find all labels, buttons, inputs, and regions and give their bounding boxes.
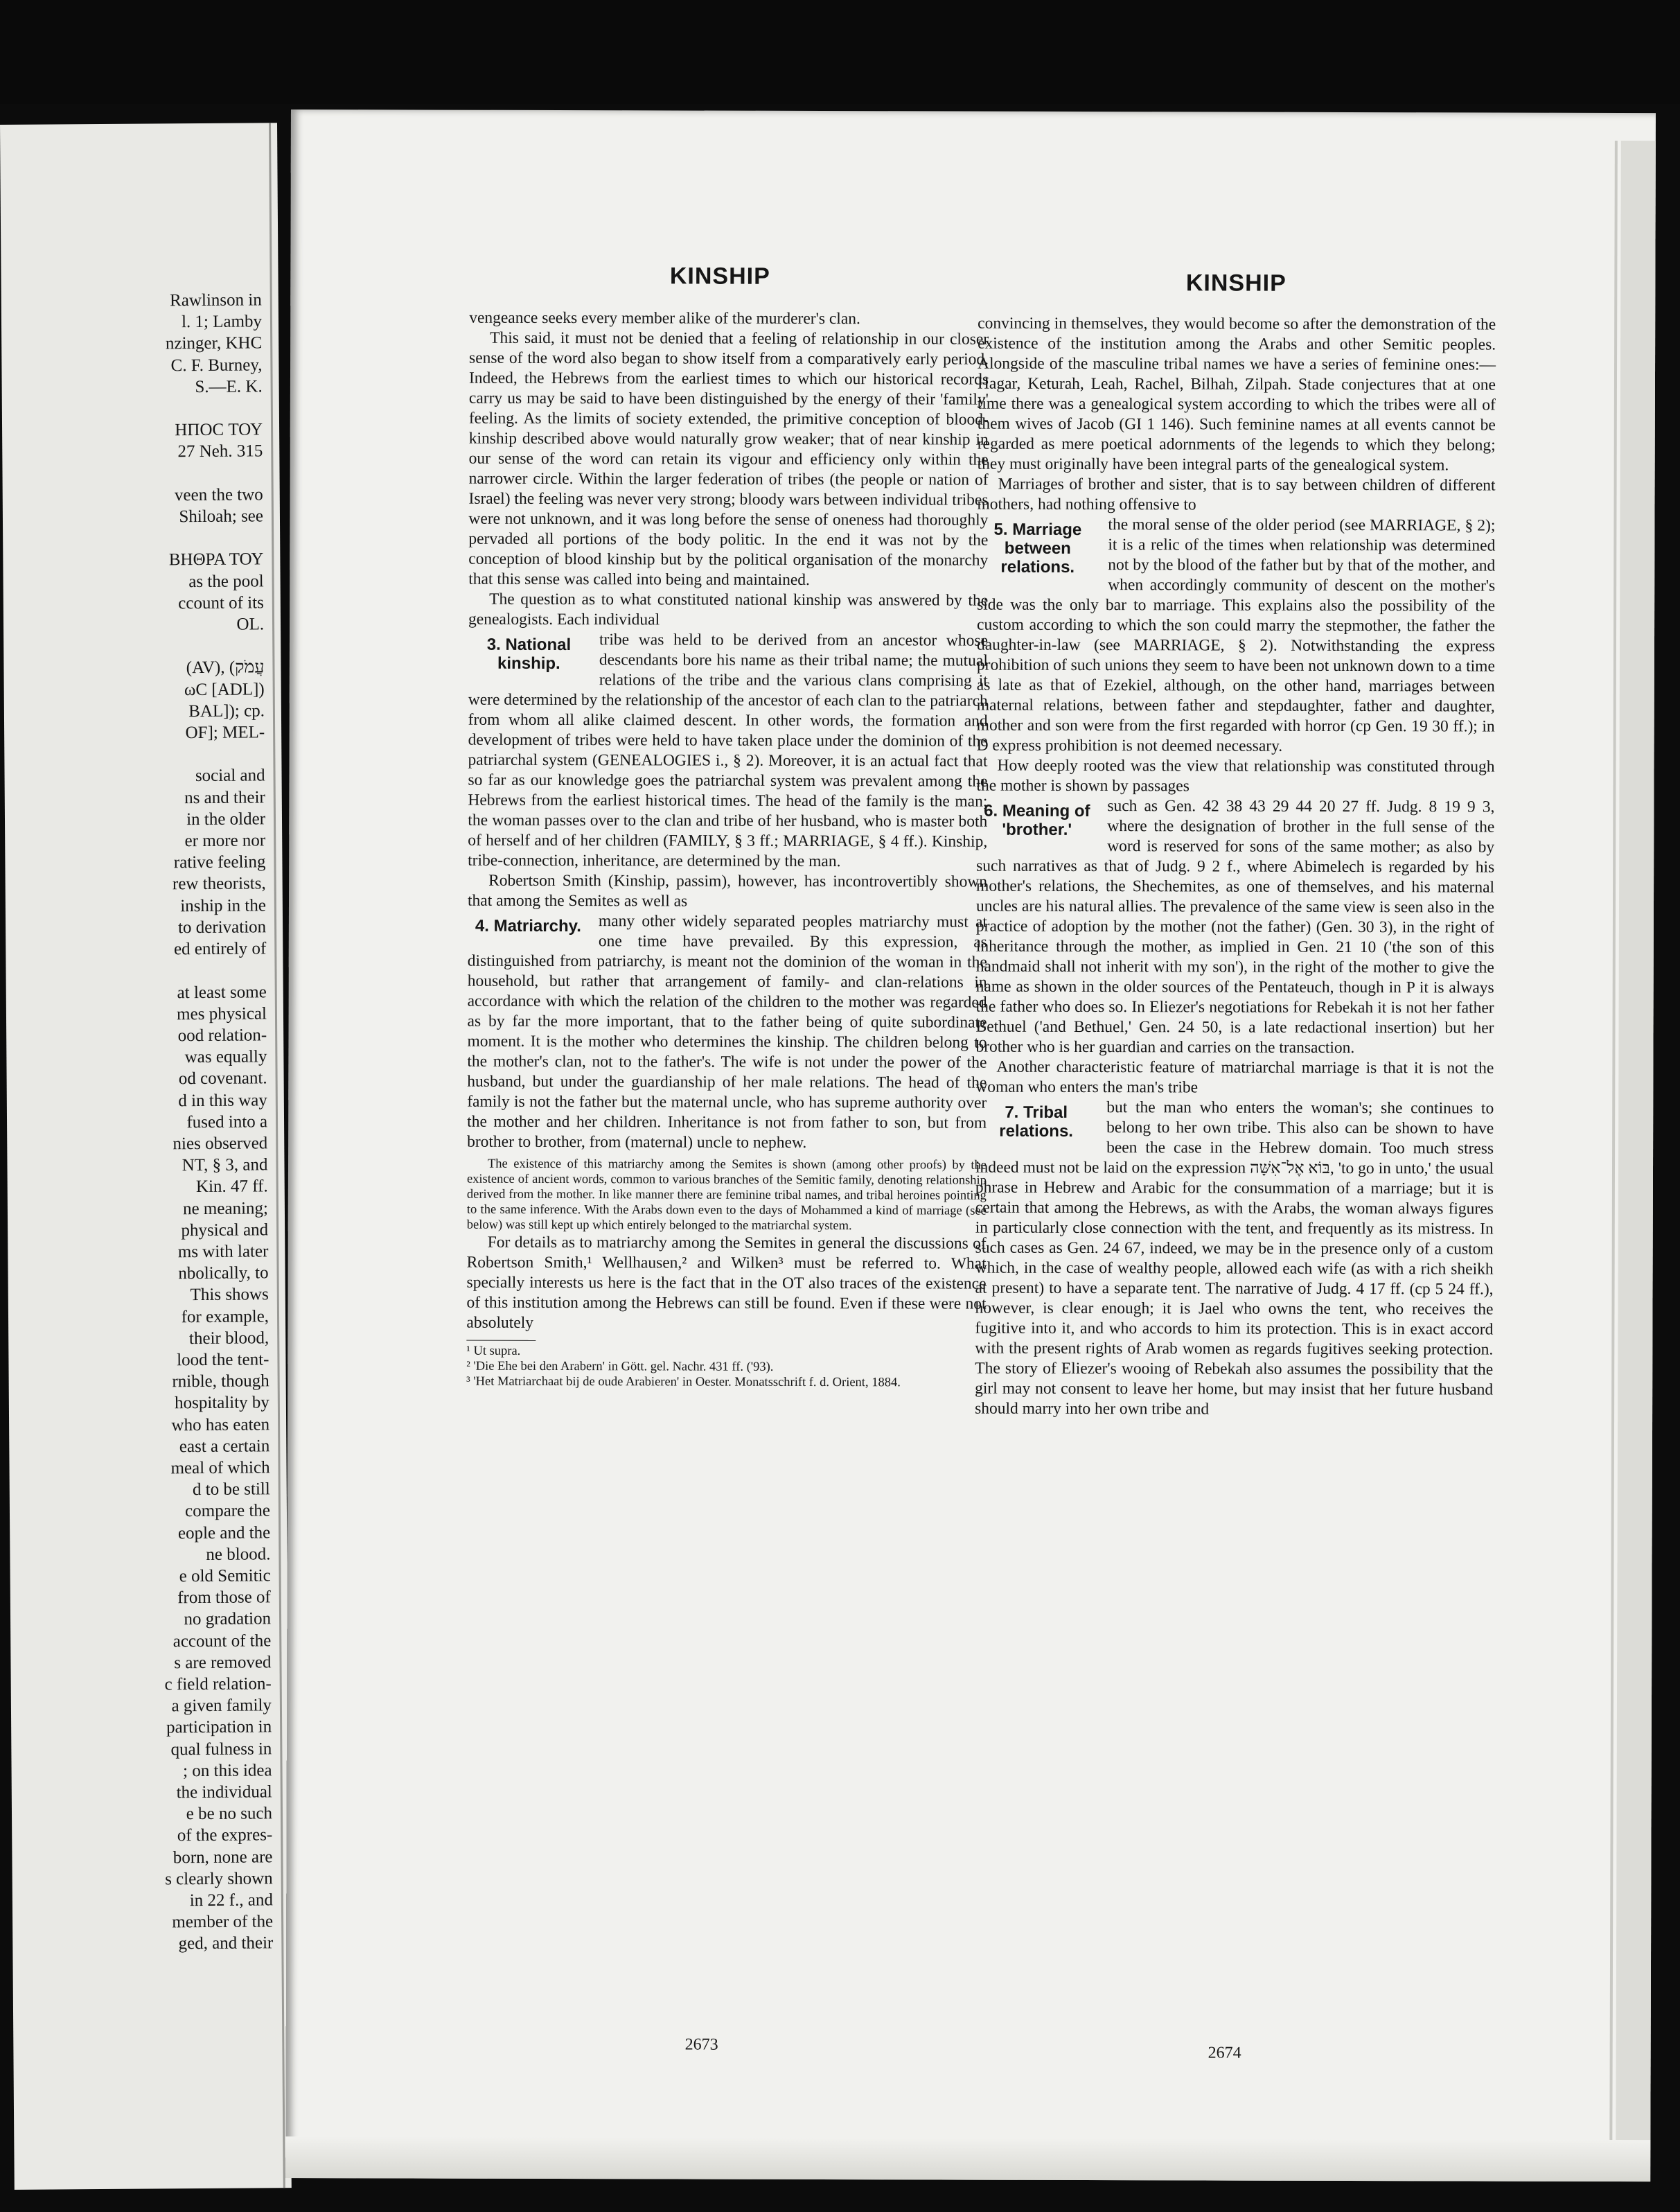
fragment-line: ωC [ADL]) <box>184 680 265 699</box>
fragment-line: who has eaten <box>171 1414 270 1434</box>
section-heading-matriarchy: 4. Matriarchy. <box>475 916 581 936</box>
fragment-line: Shiloah; see <box>179 507 264 527</box>
paragraph: the moral sense of the older period (see MARRIAGE, § 2); it is a relic of the times when relationship was determined not by the blood of the father but by that of the mother, and when accordingly community of descent on the mother's side was the only bar to marriage. This explains also the possibility of the custom according to which the son could marry the stepmother, the father the daughter-in-law (see MARRIAGE, § 2). Notwithstanding the express prohibition of such unions they seem to have been not unknown down to a time as late as that of Ezekiel, although, on the other hand, marriages between maternal relations, between father and stepdaughter, father and daughter, mother and son were from the first regarded with horror (cp Gen. 19 30 ff.); in D express prohibition is not deemed necessary. <box>976 516 1496 755</box>
fragment-line: their blood, <box>188 1328 269 1348</box>
column-right <box>975 314 1496 1421</box>
fragment-line <box>15 744 265 767</box>
fragment-line: ne blood. <box>206 1545 271 1564</box>
fragment-line: ood relation- <box>177 1026 267 1046</box>
fragment-line: ged, and their <box>178 1933 274 1954</box>
fragment-line <box>14 527 263 551</box>
fragment-line: d to be still <box>192 1480 270 1500</box>
fragment-line: ne meaning; <box>182 1198 269 1218</box>
fragment-line: ns and their <box>184 788 265 807</box>
footnote: ³ 'Het Matriarchaat bij de oude Arabieren' in Oester. Monatsschrift f. d. Orient, 1884. <box>466 1374 901 1390</box>
fragment-line: NT, § 3, and <box>182 1155 268 1175</box>
running-head-left: KINSHIP <box>669 263 770 290</box>
fragment-line <box>15 635 264 659</box>
fragment-line: account of the <box>173 1631 272 1651</box>
paragraph: Marriages of brother and sister, that is to say between children of different mothers, had nothing offensive to <box>977 475 1496 514</box>
page-number-right: 2674 <box>1208 2044 1241 2062</box>
fragment-line: od covenant. <box>178 1069 267 1089</box>
fragment-line: eople and the <box>177 1522 271 1543</box>
fragment-line: rew theorists, <box>172 874 266 894</box>
paragraph: such as Gen. 42 38 43 29 44 20 27 ff. Judg. 8 19 9 3, where the designation of brother in the full sense of the word is reserved for sons of the same mother; as also by such narratives as that of Judg. 9 2 f., where Abimelech is regarded by his mother's relations, the Shechemites, as one of themselves, and his maternal uncles are his natural allies. The prevalence of the same view is seen also in the practice of adoption by the mother (not the father) (Gen. 30 3), in the right of inheritance through the mother, as implied in Gen. 21 10 ('the son of this handmaid shall not inherit with my son'), in the right of the mother to give the name as shown in the older sources of the Pentateuch, though in P it is always the father who does so. In Eliezer's negotiations for Rebekah it is not her father Bethuel ('and Bethuel,' Gen. 24 50, is a late redactional insertion) but her brother who is her guardian and carries on the transaction. <box>975 797 1495 1057</box>
fragment-line: a given family <box>171 1696 272 1716</box>
section-heading-meaning-of-brother: 6. Meaning of 'brother.' <box>984 801 1090 839</box>
fragment-line: veen the two <box>174 485 263 505</box>
footnote-rule <box>466 1340 536 1341</box>
fragment-line: d in this way <box>178 1090 267 1110</box>
page-spread <box>285 109 1656 2182</box>
fragment-line: This shows <box>190 1285 269 1305</box>
footnote: ¹ Ut supra. <box>466 1344 521 1358</box>
fragment-line: ccount of its <box>178 593 264 613</box>
fragment-line: was equally <box>184 1047 267 1067</box>
page-shadow <box>285 2136 1650 2182</box>
fragment-line: member of the <box>172 1912 274 1932</box>
fragment-line: from those of <box>177 1588 271 1608</box>
fragment-line: no gradation <box>184 1609 272 1629</box>
fragment-text <box>12 289 274 1956</box>
fragment-line: Rawlinson in <box>170 290 262 310</box>
fragment-line: ms with later <box>177 1242 269 1262</box>
paragraph: Another characteristic feature of matriarchal marriage is that it is not the woman who enters the man's tribe <box>975 1057 1494 1097</box>
fragment-line: hospitality by <box>174 1393 269 1413</box>
fragment-line: meal of which <box>170 1458 270 1478</box>
fragment-line: lood the tent- <box>177 1350 269 1370</box>
fragment-line: c field relation- <box>164 1674 272 1694</box>
fragment-line: BAL]); cp. <box>188 701 265 721</box>
fragment-line: physical and <box>181 1220 269 1240</box>
fragment-line: ΗΠΟC ΤΟΥ <box>175 420 263 440</box>
fragment-line: social and <box>195 766 265 786</box>
previous-page-fragment <box>0 123 292 2190</box>
paragraph: tribe was held to be derived from an ancestor whose descendants bore his name as their tribal name; the mutual relations of the tribe and the various clans comprising it were determined by the relationship of the ancestor of each clan to the patriarch from whom all alike claimed descent. In other words, the formation and development of tribes were held to have taken place under the dominion of the patriarchal system (GENEALOGIES i., § 2). Moreover, it is an actual fact that so far as our knowledge goes the patriarchal system was prevalent among the Hebrews from the earliest historical times. The head of the family is the man; the woman passes over to the clan and tribe of her husband, who is master both of herself and of her children (FAMILY, § 3 ff.; MARRIAGE, § 4 ff.). Kinship, tribe-connection, inheritance, are determined by the man. <box>468 631 989 871</box>
fragment-line: east a certain <box>179 1437 270 1457</box>
fragment-line: e be no such <box>186 1804 273 1824</box>
fragment-line: fused into a <box>186 1112 268 1132</box>
fragment-line: to derivation <box>177 918 267 938</box>
fragment-line: for example, <box>181 1306 269 1326</box>
fragment-line: participation in <box>166 1717 272 1737</box>
fragment-line: rnible, though <box>172 1371 269 1392</box>
fragment-line: inship in the <box>180 896 266 915</box>
fragment-line: in the older <box>186 809 266 830</box>
paragraph: How deeply rooted was the view that relationship was constituted through the mother is shown by passages <box>976 756 1495 796</box>
fragment-line: nies observed <box>173 1134 268 1154</box>
fragment-line: mes physical <box>177 1004 267 1024</box>
fragment-line: 27 Neh. 315 <box>177 441 263 462</box>
fragment-line: ΒΗΘΡΑ ΤΟΥ <box>168 550 264 570</box>
fragment-line: nzinger, KHC <box>165 333 263 353</box>
paragraph: vengeance seeks every member alike of the murderer's clan. <box>469 308 860 328</box>
fragment-line: er more nor <box>184 831 266 851</box>
paragraph: convincing in themselves, they would become so after the demonstration of the existence of the institution among the Arabs and other Semitic peoples. Alongside of the masculine tribal names we have a series of feminine ones:—Hagar, Keturah, Leah, Rachel, Bilhah, Zilpah. Stade conjectures that at one time there was a genealogical system according to which the tribes were all of them wives of Jacob (GI 1 146). Such feminine names at all events cannot be regarded as mere poetical adornments of the legends to which they belong; they must originally have been integral parts of the genealogical system. <box>977 314 1496 475</box>
fragment-line: OF]; MEL- <box>185 723 265 743</box>
footnote: ² 'Die Ehe bei den Arabern' in Gött. gel. Nachr. 431 ff. ('93). <box>466 1359 774 1374</box>
fragment-line: qual fulness in <box>170 1739 272 1759</box>
fragment-line: Kin. 47 ff. <box>195 1177 268 1197</box>
fragment-line <box>17 960 266 983</box>
fragment-line: nbolically, to <box>178 1263 269 1283</box>
fragment-line: of the expres- <box>177 1825 273 1845</box>
paragraph: The question as to what constituted national kinship was answered by the genealogists. Each individual <box>468 590 989 629</box>
paragraph: For details as to matriarchy among the Semites in general the discussions of Robertson Smith,¹ Wellhausen,² and Wilken³ must be referred to. What specially interests us here is the fact that in the OT also traces of the existence of this institution among the Hebrews can still be found. Even if these were not absolutely <box>466 1233 987 1332</box>
fragment-line <box>13 397 263 421</box>
fragment-line: e old Semitic <box>179 1566 271 1586</box>
fragment-line: the individual <box>176 1782 272 1802</box>
fragment-line: l. 1; Lamby <box>181 312 263 332</box>
paragraph: Robertson Smith (Kinship, passim), however, has incontrovertibly shown that among the Semites as well as <box>467 871 988 911</box>
section-heading-marriage-between-relations: 5. Marriage between relations. <box>993 520 1082 577</box>
fragment-line: in 22 f., and <box>189 1890 273 1911</box>
fragment-line: rative feeling <box>173 852 266 872</box>
section-heading-tribal-relations: 7. Tribal relations. <box>999 1103 1074 1141</box>
fragment-line: at least some <box>177 982 267 1002</box>
scan-background <box>0 0 1680 104</box>
fragment-line: s are removed <box>174 1653 272 1673</box>
fragment-line: as the pool <box>188 571 264 591</box>
fragment-line: s clearly shown <box>165 1869 273 1889</box>
column-left <box>466 308 989 1391</box>
section-heading-national-kinship: 3. National kinship. <box>486 635 572 674</box>
paragraph: This said, it must not be denied that a feeling of relationship in our closer sense of the word also began to show itself from a comparatively early period. Indeed, the Hebrews from the earliest times to which our historical records carry us may be said to have been distinguished by the energy of their 'family' feeling. As the limits of society extended, the primitive conception of blood-kinship described above would naturally grow weaker; that of near kinship in our sense of the word can retain its vigour and efficiency only within the narrower circle. Within the larger federation of tribes (the people or nation of Israel) the feeling was never very strong; bloody wars between individual tribes were not unknown, and it was long before the sense of oneness had thoroughly pervaded all portions of the body politic. In the end it was not by the conception of blood kinship but by the political organisation of the monarchy that this sense was called into being and maintained. <box>468 328 989 589</box>
fragment-line: compare the <box>185 1501 271 1521</box>
small-print-note: The existence of this matriarchy among the Semites is shown (among other proofs) by the existence of ancient words, common to various branches of the Semitic family, denoting relationship derived from the mother. In like manner there are feminine tribal names, and tribal heroines pointing to the same inference. With the Arabs down even to the days of Mohammed a kind of marriage (see below) was still kept up which entirely belonged to the matriarchal system. <box>466 1157 987 1234</box>
page-edge <box>1616 141 1656 2150</box>
fragment-line: S.—E. K. <box>195 377 263 396</box>
fragment-line <box>13 462 263 486</box>
fragment-line: (AV), (עֲמֹק <box>186 658 265 678</box>
fragment-line: OL. <box>236 615 265 634</box>
fragment-line: ; on this idea <box>183 1761 272 1781</box>
paragraph: many other widely separated peoples matriarchy must at one time have prevailed. By this expression, as distinguished from patriarchy, is meant not the dominion of the woman in the household, but rather that arrangement of family- and clan-relations in accordance with which the relation of the children to the mother was regarded as by far the more important, that to the father being of quite subordinate moment. It is the mother who determines the kinship. The children belong to the mother's clan, not to the father's. The wife is not under the power of the husband, but under the guardianship of her male relations. The head of the family is not the father but the maternal uncle, who has supreme authority over the mother and her children. Inheritance is not from father to son, but from brother to brother, from (maternal) uncle to nephew. <box>467 912 987 1152</box>
running-head-right: KINSHIP <box>1185 270 1286 297</box>
fragment-line: born, none are <box>173 1847 273 1867</box>
paragraph: but the man who enters the woman's; she continues to belong to her own tribe. This also can be shown to have been the case in the Hebrew domain. Too much stress indeed must not be laid on the expression בּוֹא אֶל־אִשָּׁה, 'to go in unto,' the usual phrase in Hebrew and Arabic for the consummation of a marriage; but it is certain that among the Hebrews, as with the Arabs, the woman always figures in particularly close connection with the tent, and frequently as its mistress. In such cases as Gen. 24 67, indeed, we may be in the presence only of a custom which, in the case of wealthy people, allowed each wife (as with a rich sheikh at present) to have a separate tent. The narrative of Judg. 4 17 ff. (cp 5 24 ff.), however, is clear enough; it is Jael who owns the tent, who receives the fugitive into it, and who accords to him its protection. This is in exact accord with the present rights of Arab women as regards fugitives seeking protection. The story of Eliezer's wooing of Rebekah also assumes the possibility that the girl may not consent to leave her home, but may insist that her future husband should marry into her own tribe and <box>975 1098 1494 1419</box>
page-number-left: 2673 <box>684 2035 718 2054</box>
fragment-line: ed entirely of <box>173 939 267 959</box>
fragment-line: C. F. Burney, <box>170 355 263 375</box>
